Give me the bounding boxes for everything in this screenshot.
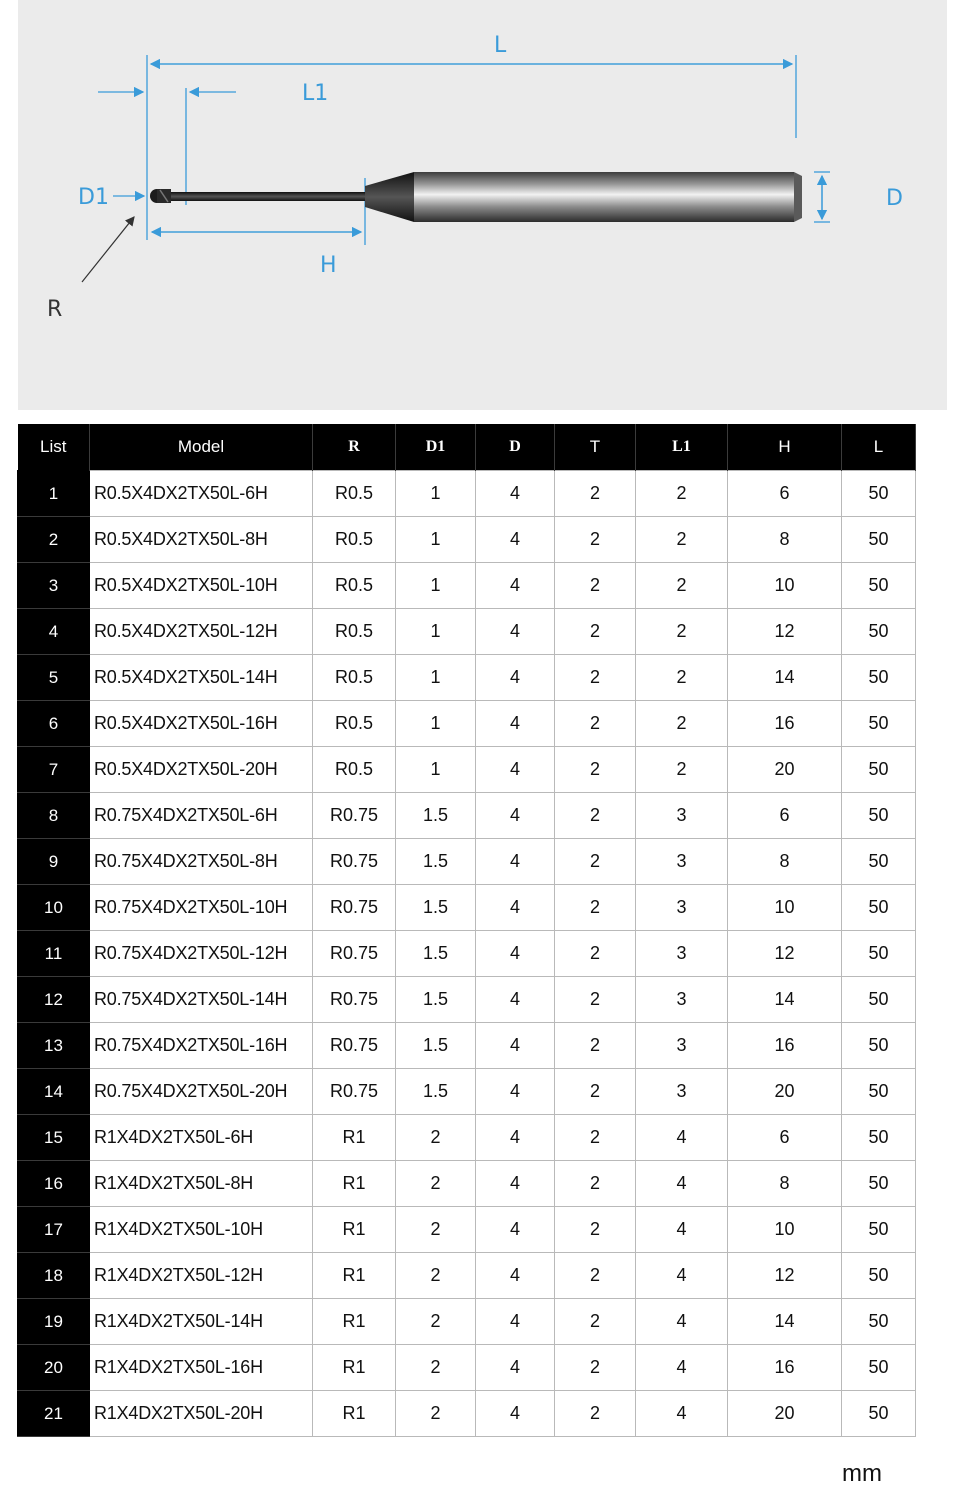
cell-t: 2: [555, 517, 636, 563]
cell-l1: 4: [636, 1345, 728, 1391]
cell-model: R1X4DX2TX50L-14H: [90, 1299, 313, 1345]
cell-h: 20: [728, 1069, 842, 1115]
cell-d1: 1: [396, 701, 476, 747]
header-d: D: [476, 424, 555, 471]
cell-model: R0.75X4DX2TX50L-10H: [90, 885, 313, 931]
cell-d1: 1.5: [396, 1069, 476, 1115]
table-row: [18, 1115, 916, 1161]
table-row: [18, 1345, 916, 1391]
cell-d1: 1.5: [396, 977, 476, 1023]
cell-d: 4: [476, 1161, 555, 1207]
table-header-row: [18, 424, 916, 471]
cell-list: 13: [18, 1023, 90, 1069]
cell-d1: 1: [396, 471, 476, 517]
cell-h: 6: [728, 793, 842, 839]
cell-d1: 2: [396, 1161, 476, 1207]
cell-d: 4: [476, 1345, 555, 1391]
unit-label: mm: [842, 1460, 882, 1487]
cell-r: R0.5: [313, 655, 396, 701]
cell-h: 6: [728, 1115, 842, 1161]
cell-t: 2: [555, 1023, 636, 1069]
table-row: [18, 793, 916, 839]
cell-r: R1: [313, 1161, 396, 1207]
cell-h: 10: [728, 563, 842, 609]
cell-l1: 3: [636, 1069, 728, 1115]
cell-list: 6: [18, 701, 90, 747]
cell-list: 12: [18, 977, 90, 1023]
cell-d1: 1.5: [396, 1023, 476, 1069]
tool-diagram: [18, 0, 947, 410]
cell-list: 14: [18, 1069, 90, 1115]
cell-list: 20: [18, 1345, 90, 1391]
cell-l: 50: [842, 655, 916, 701]
cell-l1: 4: [636, 1161, 728, 1207]
cell-model: R0.5X4DX2TX50L-8H: [90, 517, 313, 563]
cell-model: R1X4DX2TX50L-16H: [90, 1345, 313, 1391]
cell-d: 4: [476, 1207, 555, 1253]
cell-list: 10: [18, 885, 90, 931]
label-L1: L1: [302, 81, 329, 106]
cell-l1: 4: [636, 1253, 728, 1299]
cell-t: 2: [555, 655, 636, 701]
cell-model: R0.75X4DX2TX50L-8H: [90, 839, 313, 885]
cell-h: 14: [728, 655, 842, 701]
cell-d1: 1: [396, 563, 476, 609]
table-row: [18, 1023, 916, 1069]
cell-list: 21: [18, 1391, 90, 1437]
cell-r: R0.75: [313, 839, 396, 885]
cell-list: 7: [18, 747, 90, 793]
cell-r: R1: [313, 1115, 396, 1161]
cell-h: 12: [728, 609, 842, 655]
cell-l1: 4: [636, 1207, 728, 1253]
cell-l1: 2: [636, 471, 728, 517]
cell-l1: 3: [636, 977, 728, 1023]
cell-t: 2: [555, 1345, 636, 1391]
cell-d: 4: [476, 471, 555, 517]
label-H: H: [320, 253, 337, 278]
cell-model: R0.75X4DX2TX50L-14H: [90, 977, 313, 1023]
cell-d: 4: [476, 793, 555, 839]
cell-h: 16: [728, 1023, 842, 1069]
cell-h: 20: [728, 1391, 842, 1437]
cell-h: 10: [728, 885, 842, 931]
cell-list: 3: [18, 563, 90, 609]
cell-h: 16: [728, 1345, 842, 1391]
cell-l: 50: [842, 701, 916, 747]
cell-t: 2: [555, 1299, 636, 1345]
header-model: Model: [90, 424, 313, 471]
cell-l1: 3: [636, 793, 728, 839]
cell-r: R0.75: [313, 793, 396, 839]
cell-d: 4: [476, 747, 555, 793]
cell-r: R1: [313, 1299, 396, 1345]
table-row: [18, 471, 916, 517]
cell-l: 50: [842, 1161, 916, 1207]
cell-t: 2: [555, 1161, 636, 1207]
cell-d: 4: [476, 609, 555, 655]
cell-t: 2: [555, 609, 636, 655]
cell-l: 50: [842, 931, 916, 977]
label-D: D: [886, 186, 903, 211]
table-row: [18, 701, 916, 747]
cell-d: 4: [476, 517, 555, 563]
cell-l1: 3: [636, 839, 728, 885]
cell-l1: 2: [636, 563, 728, 609]
cell-r: R1: [313, 1391, 396, 1437]
cell-d1: 2: [396, 1253, 476, 1299]
cell-l: 50: [842, 839, 916, 885]
cell-d: 4: [476, 1023, 555, 1069]
label-L: L: [494, 33, 507, 58]
cell-d: 4: [476, 1253, 555, 1299]
label-D1: D1: [78, 185, 109, 210]
cell-list: 2: [18, 517, 90, 563]
cell-h: 6: [728, 471, 842, 517]
cell-model: R0.5X4DX2TX50L-16H: [90, 701, 313, 747]
cell-h: 12: [728, 1253, 842, 1299]
cell-model: R0.5X4DX2TX50L-14H: [90, 655, 313, 701]
cell-l: 50: [842, 793, 916, 839]
cell-l: 50: [842, 1023, 916, 1069]
cell-r: R0.75: [313, 1069, 396, 1115]
table-row: [18, 563, 916, 609]
cell-l1: 4: [636, 1299, 728, 1345]
cell-h: 8: [728, 839, 842, 885]
cell-d: 4: [476, 977, 555, 1023]
cell-r: R0.5: [313, 747, 396, 793]
cell-d: 4: [476, 1115, 555, 1161]
cell-d1: 1: [396, 609, 476, 655]
header-h: H: [728, 424, 842, 471]
header-l: L: [842, 424, 916, 471]
cell-t: 2: [555, 839, 636, 885]
cell-model: R0.75X4DX2TX50L-6H: [90, 793, 313, 839]
cell-l: 50: [842, 1391, 916, 1437]
cell-d: 4: [476, 931, 555, 977]
cell-r: R1: [313, 1253, 396, 1299]
cell-r: R0.5: [313, 471, 396, 517]
cell-r: R0.75: [313, 931, 396, 977]
cell-l1: 2: [636, 701, 728, 747]
cell-l: 50: [842, 1069, 916, 1115]
cell-l: 50: [842, 1253, 916, 1299]
cell-list: 19: [18, 1299, 90, 1345]
cell-d1: 1.5: [396, 793, 476, 839]
cell-list: 4: [18, 609, 90, 655]
table-row: [18, 1299, 916, 1345]
cell-d: 4: [476, 1391, 555, 1437]
cell-list: 9: [18, 839, 90, 885]
cell-t: 2: [555, 701, 636, 747]
cell-d1: 1: [396, 655, 476, 701]
cell-l1: 2: [636, 609, 728, 655]
cell-t: 2: [555, 1069, 636, 1115]
header-r: R: [313, 424, 396, 471]
header-t: T: [555, 424, 636, 471]
cell-d1: 2: [396, 1391, 476, 1437]
cell-d1: 1.5: [396, 885, 476, 931]
cell-list: 18: [18, 1253, 90, 1299]
cell-t: 2: [555, 793, 636, 839]
cell-d1: 2: [396, 1345, 476, 1391]
cell-list: 5: [18, 655, 90, 701]
cell-l1: 4: [636, 1391, 728, 1437]
cell-model: R0.5X4DX2TX50L-10H: [90, 563, 313, 609]
cell-h: 8: [728, 517, 842, 563]
cell-d1: 1: [396, 517, 476, 563]
header-d1: D1: [396, 424, 476, 471]
cell-h: 20: [728, 747, 842, 793]
ball-end-mill-drawing: [18, 0, 947, 410]
cell-d1: 1: [396, 747, 476, 793]
cell-h: 16: [728, 701, 842, 747]
table-row: [18, 885, 916, 931]
cell-r: R1: [313, 1345, 396, 1391]
cell-d: 4: [476, 1299, 555, 1345]
cell-l1: 3: [636, 931, 728, 977]
cell-model: R0.75X4DX2TX50L-16H: [90, 1023, 313, 1069]
cell-list: 8: [18, 793, 90, 839]
cell-r: R0.75: [313, 1023, 396, 1069]
cell-h: 14: [728, 1299, 842, 1345]
cell-l: 50: [842, 1345, 916, 1391]
cell-r: R0.5: [313, 517, 396, 563]
cell-l: 50: [842, 1115, 916, 1161]
table-row: [18, 1253, 916, 1299]
cell-l: 50: [842, 747, 916, 793]
table-row: [18, 747, 916, 793]
cell-t: 2: [555, 885, 636, 931]
tool-body: [150, 172, 802, 222]
cell-d1: 1.5: [396, 839, 476, 885]
table-row: [18, 655, 916, 701]
table-row: [18, 931, 916, 977]
cell-r: R1: [313, 1207, 396, 1253]
cell-d1: 1.5: [396, 931, 476, 977]
cell-l1: 2: [636, 747, 728, 793]
cell-model: R1X4DX2TX50L-20H: [90, 1391, 313, 1437]
cell-l1: 2: [636, 517, 728, 563]
cell-r: R0.5: [313, 609, 396, 655]
cell-list: 1: [18, 471, 90, 517]
cell-model: R1X4DX2TX50L-10H: [90, 1207, 313, 1253]
cell-r: R0.75: [313, 977, 396, 1023]
table-row: [18, 517, 916, 563]
cell-l1: 3: [636, 1023, 728, 1069]
cell-t: 2: [555, 1391, 636, 1437]
header-list: List: [18, 424, 90, 471]
cell-h: 8: [728, 1161, 842, 1207]
cell-d: 4: [476, 885, 555, 931]
cell-t: 2: [555, 563, 636, 609]
cell-d1: 2: [396, 1299, 476, 1345]
cell-model: R1X4DX2TX50L-8H: [90, 1161, 313, 1207]
table-row: [18, 1069, 916, 1115]
cell-h: 14: [728, 977, 842, 1023]
cell-model: R1X4DX2TX50L-12H: [90, 1253, 313, 1299]
cell-h: 10: [728, 1207, 842, 1253]
radius-leader: [82, 217, 134, 282]
cell-d: 4: [476, 655, 555, 701]
cell-t: 2: [555, 1253, 636, 1299]
cell-model: R1X4DX2TX50L-6H: [90, 1115, 313, 1161]
cell-l: 50: [842, 563, 916, 609]
cell-list: 17: [18, 1207, 90, 1253]
cell-model: R0.75X4DX2TX50L-20H: [90, 1069, 313, 1115]
cell-l1: 4: [636, 1115, 728, 1161]
cell-r: R0.75: [313, 885, 396, 931]
cell-l: 50: [842, 1299, 916, 1345]
cell-list: 15: [18, 1115, 90, 1161]
table-row: [18, 1207, 916, 1253]
table-body: [18, 471, 916, 1437]
cell-model: R0.5X4DX2TX50L-20H: [90, 747, 313, 793]
cell-model: R0.5X4DX2TX50L-6H: [90, 471, 313, 517]
cell-t: 2: [555, 1207, 636, 1253]
spec-table: [17, 424, 916, 1437]
cell-d1: 2: [396, 1207, 476, 1253]
table-row: [18, 1161, 916, 1207]
cell-d: 4: [476, 563, 555, 609]
cell-r: R0.5: [313, 563, 396, 609]
cell-list: 16: [18, 1161, 90, 1207]
cell-l: 50: [842, 1207, 916, 1253]
cell-l: 50: [842, 885, 916, 931]
cell-l1: 3: [636, 885, 728, 931]
table-row: [18, 977, 916, 1023]
cell-l: 50: [842, 517, 916, 563]
cell-t: 2: [555, 747, 636, 793]
header-l1: L1: [636, 424, 728, 471]
cell-d1: 2: [396, 1115, 476, 1161]
cell-d: 4: [476, 701, 555, 747]
cell-d: 4: [476, 1069, 555, 1115]
label-R: R: [47, 297, 63, 322]
table-row: [18, 1391, 916, 1437]
table-row: [18, 839, 916, 885]
cell-l1: 2: [636, 655, 728, 701]
cell-t: 2: [555, 471, 636, 517]
cell-l: 50: [842, 471, 916, 517]
table-row: [18, 609, 916, 655]
cell-d: 4: [476, 839, 555, 885]
cell-l: 50: [842, 609, 916, 655]
cell-l: 50: [842, 977, 916, 1023]
cell-t: 2: [555, 977, 636, 1023]
cell-t: 2: [555, 1115, 636, 1161]
cell-model: R0.75X4DX2TX50L-12H: [90, 931, 313, 977]
cell-model: R0.5X4DX2TX50L-12H: [90, 609, 313, 655]
cell-list: 11: [18, 931, 90, 977]
cell-t: 2: [555, 931, 636, 977]
cell-h: 12: [728, 931, 842, 977]
cell-r: R0.5: [313, 701, 396, 747]
